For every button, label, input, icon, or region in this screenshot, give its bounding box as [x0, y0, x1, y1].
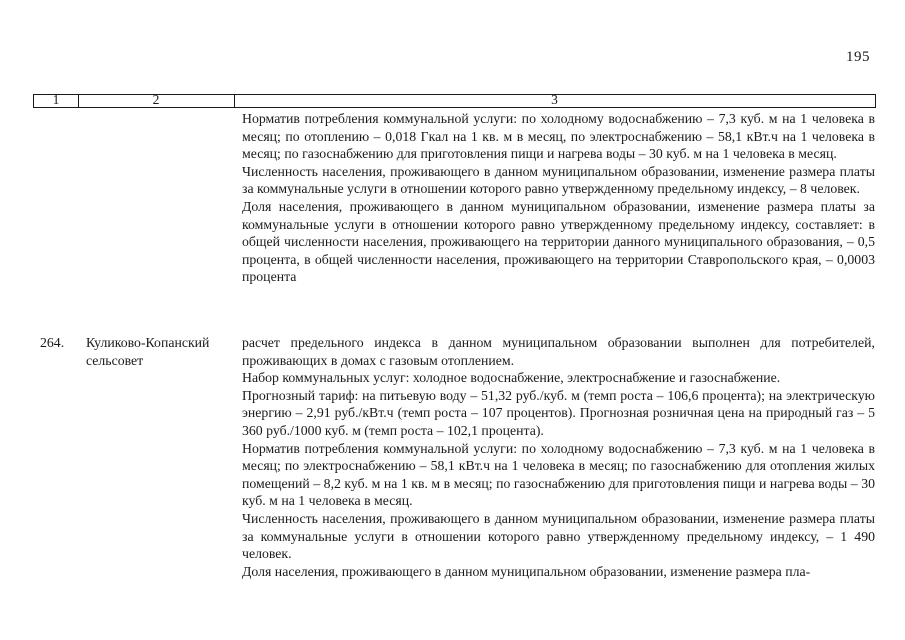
population-share-paragraph: Доля населения, проживающего в данном муниципальном образовании, изменение размера платы за коммунальные услуги в отношении которого равно утвержденному предельному индексу, составляет: в общей численности населения, проживающего на территории данного муниципального образования, – 0,5 процента, в общей численности населения, проживающего на территории Ставропольского края, – 0,0003 процента [242, 198, 875, 285]
municipality-name-line: сельсовет [86, 352, 144, 368]
page-number: 195 [846, 49, 870, 65]
consumption-norm-paragraph: Норматив потребления коммунальной услуги: по холодному водоснабжению – 7,3 куб. м на 1 человека в месяц; по электроснабжению – 58,1 кВт.ч на 1 человека в месяц; по газоснабжению для отопления жилых помещений – 8,2 куб. м на 1 кв. м в месяц; по газоснабжению для приготовления пищи и нагрева воды – 30 куб. м на 1 человека в месяц. [242, 440, 875, 509]
calculation-note-paragraph: расчет предельного индекса в данном муниципальном образовании выполнен для потребителей, проживающих в домах с газовым отоплением. [242, 335, 875, 368]
population-share-paragraph: Доля населения, проживающего в данном муниципальном образовании, изменение размера пла- [242, 563, 811, 579]
consumption-norm-paragraph: Норматив потребления коммунальной услуги: по холодному водоснабжению – 7,3 куб. м на 1 человека в месяц; по отоплению – 0,018 Гкал на 1 кв. м в месяц, по электроснабжению – 58,1 кВт.ч на 1 человека в месяц; по газоснабжению для приготовления пищи и нагрева воды – 30 куб. м на 1 человека в месяц. [242, 111, 875, 162]
table-header-row [33, 94, 876, 108]
continued-row-content [242, 110, 875, 286]
forecast-tariff-paragraph: Прогнозный тариф: на питьевую воду – 51,32 руб./куб. м (темп роста – 106,6 процента); на электрическую энергию – 2,91 руб./кВт.ч (темп роста – 107 процентов). Прогнозная розничная цена на природный газ – 5 360 руб./1000 куб. м (темп роста – 102,1 процента). [242, 387, 875, 438]
utility-set-paragraph: Набор коммунальных услуг: холодное водоснабжение, электроснабжение и газоснабжение. [242, 370, 781, 386]
row-264-content [242, 334, 875, 580]
population-count-paragraph: Численность населения, проживающего в данном муниципальном образовании, изменение размера платы за коммунальные услуги в отношении которого равно утвержденному предельному индексу, – 8 человек. [242, 163, 875, 197]
row-number: 264. [40, 335, 65, 350]
municipality-name [86, 334, 236, 369]
header-col-3: 3 [551, 92, 558, 107]
population-count-paragraph: Численность населения, проживающего в данном муниципальном образовании, изменение размера платы за коммунальные услуги в отношении которого равно утвержденному предельному индексу, – 1 490 человек. [242, 510, 875, 562]
header-col-1: 1 [52, 92, 60, 107]
municipality-name-line: Куликово-Копанский [86, 335, 210, 350]
header-col-2: 2 [152, 92, 160, 107]
